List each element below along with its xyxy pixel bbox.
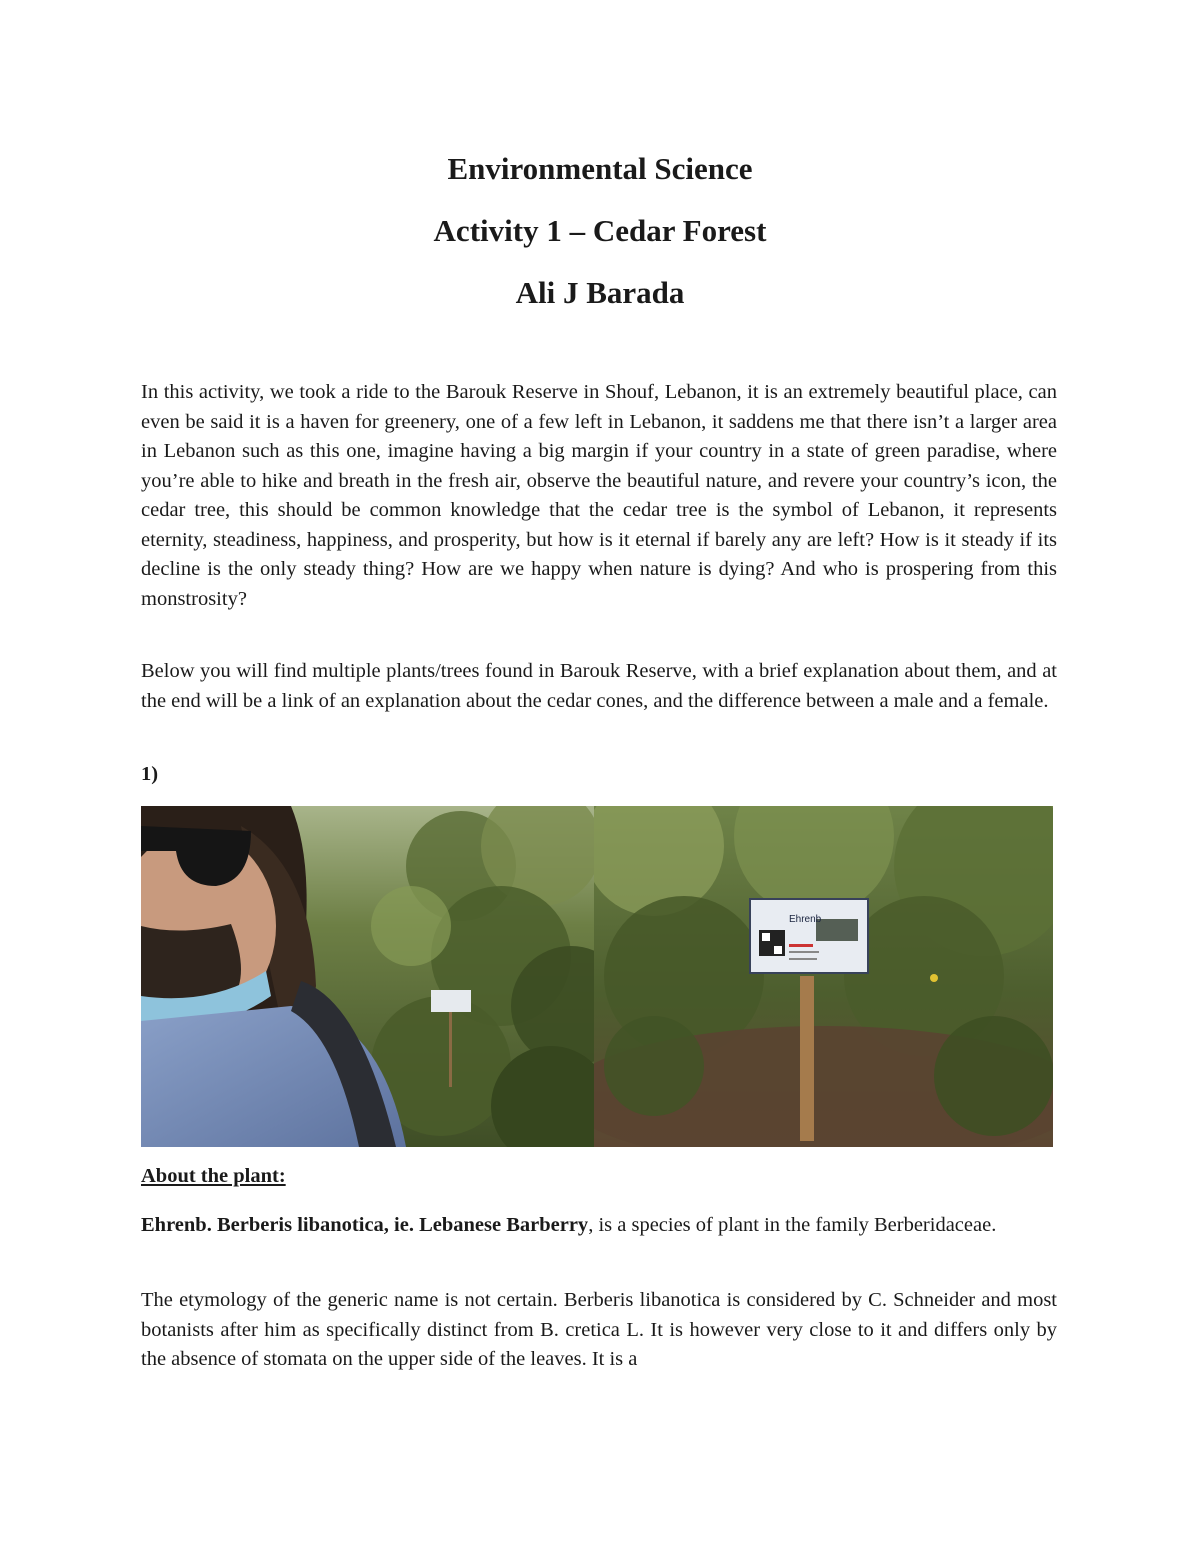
selfie-photo bbox=[141, 806, 594, 1147]
plant-family: , is a species of plant in the family Berberidaceae. bbox=[588, 1214, 997, 1236]
about-heading: About the plant: bbox=[141, 1165, 286, 1187]
etymology-paragraph: The etymology of the generic name is not certain. Berberis libanotica is considered by C. Schneider and most botanists after him as specifically distinct from B. cretica L. It is however very close to it and differs only by the absence of stomata on the upper side of the leaves. It is a bbox=[141, 1289, 1057, 1370]
plant-sign bbox=[431, 990, 471, 1012]
photo-pair bbox=[141, 806, 1053, 1147]
sign-label: Ehrenb bbox=[789, 914, 822, 925]
intro-paragraph: In this activity, we took a ride to the Barouk Reserve in Shouf, Lebanon, it is an extremely beautiful place, can even be said it is a haven for greenery, one of a few left in Lebanon, it saddens me that there isn’t a larger area in Lebanon such as this one, imagine having a big margin if your country in a state of green paradise, where you’re able to hike and breath in the fresh air, observe the beautiful nature, and revere your country’s icon, the cedar tree, this should be common knowledge that the cedar tree is the symbol of Lebanon, it represents eternity, steadiness, happiness, and prosperity, but how is it eternal if barely any are left? How is it steady if its decline is the only steady thing? How are we happy when nature is dying? And who is prospering from this monstrosity? bbox=[141, 381, 1057, 610]
section-number: 1) bbox=[141, 763, 159, 785]
plant-info-sign bbox=[750, 899, 868, 973]
plant-name: Ehrenb. Berberis libanotica, ie. Lebanese Barberry bbox=[141, 1214, 589, 1236]
plant-sign-photo bbox=[594, 806, 1053, 1147]
sign-post bbox=[800, 976, 814, 1141]
title-block bbox=[0, 138, 1200, 324]
course-title: Environmental Science bbox=[447, 151, 753, 186]
activity-title: Activity 1 – Cedar Forest bbox=[433, 213, 767, 248]
author-name: Ali J Barada bbox=[515, 275, 685, 310]
plant-name-paragraph bbox=[141, 1211, 1057, 1241]
overview-paragraph: Below you will find multiple plants/trees found in Barouk Reserve, with a brief explanation about them, and at the end will be a link of an explanation about the cedar cones, and the difference between a male and a female. bbox=[141, 660, 1057, 712]
